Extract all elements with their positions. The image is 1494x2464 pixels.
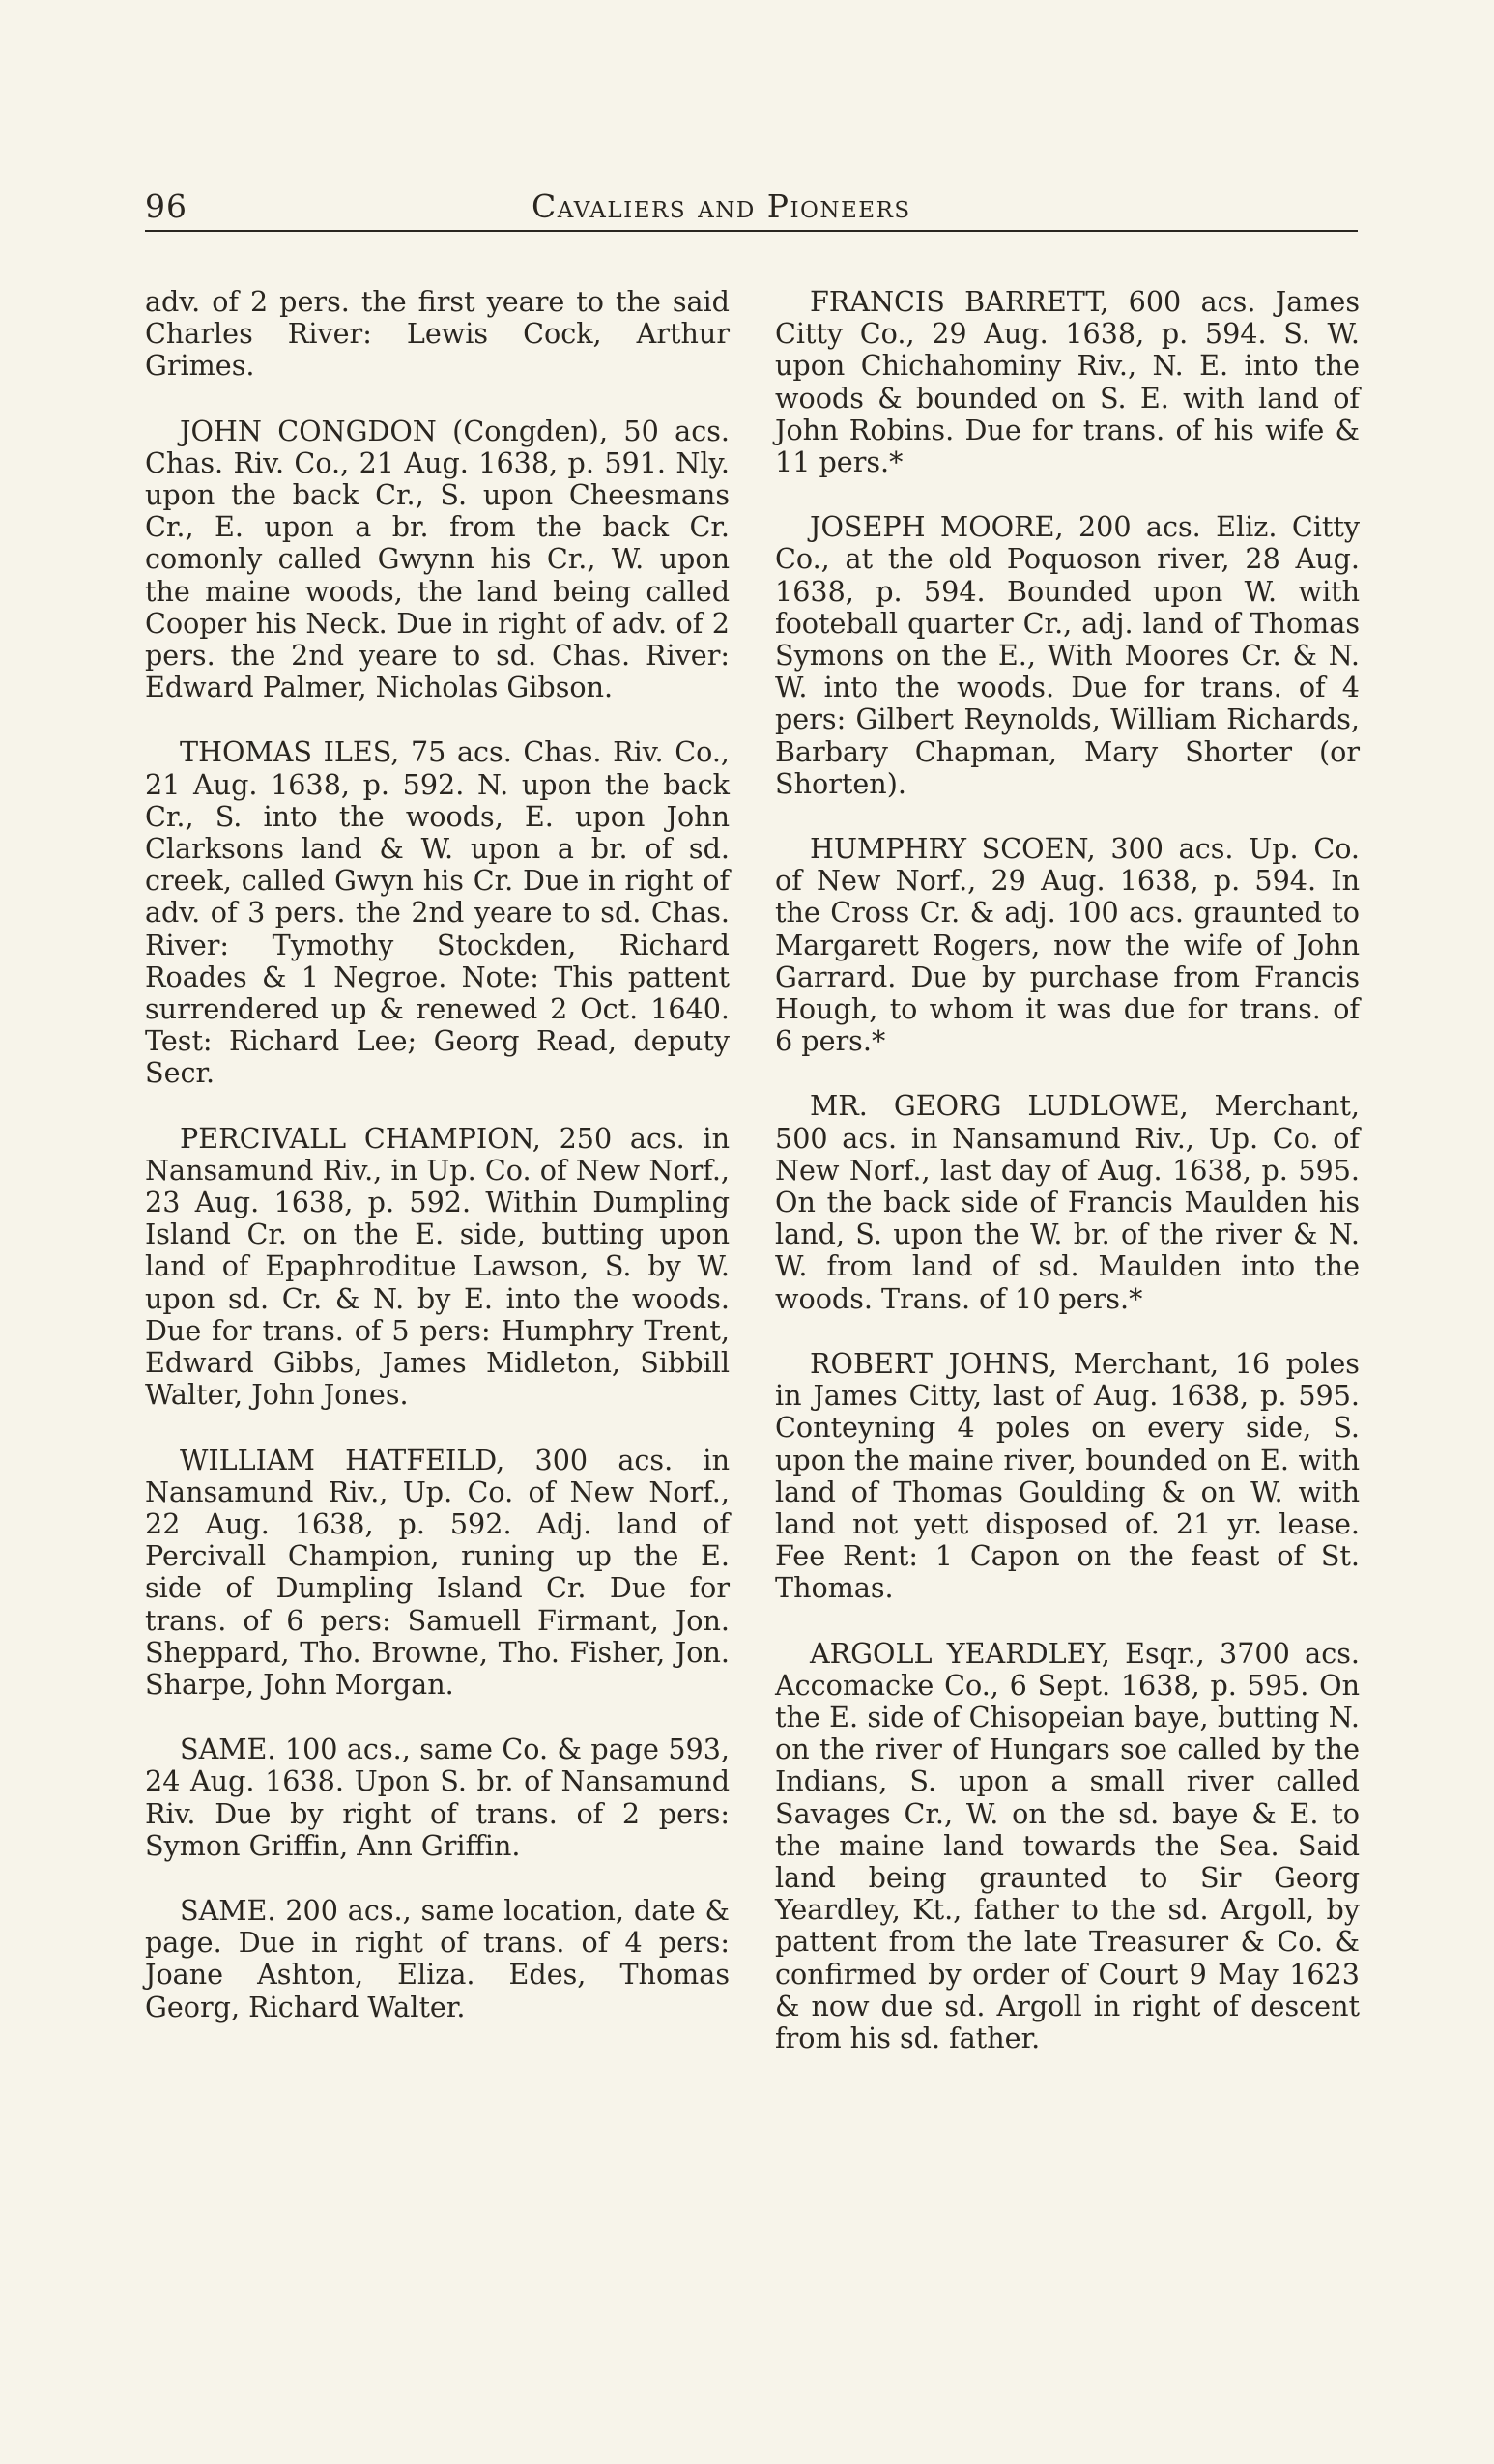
entry-continuation: adv. of 2 pers. the first yeare to the said Charles River: Lewis Cock, Arthur Grimes. (145, 285, 730, 383)
entry-same-100-acs: SAME. 100 acs., same Co. & page 593, 24 Aug. 1638. Upon S. br. of Nansamund Riv. Due by right of trans. of 2 pers: Symon Griffin, Ann Griffin. (145, 1733, 730, 1862)
entry-argoll-yeardley: ARGOLL YEARDLEY, Esqr., 3700 acs. Accomacke Co., 6 Sept. 1638, p. 595. On the E. side of Chisopeian baye, butting N. on the river of Hungars soe called by the Indians, S. upon a small river called Savages Cr., W. on the sd. baye & E. to the maine land towards the Sea. Said land being graunted to Sir Georg Yeardley, Kt., father to the sd. Argoll, by pattent from the late Treasurer & Co. & confirmed by order of Court 9 May 1623 & now due sd. Argoll in right of descent from his sd. father. (775, 1636, 1360, 2054)
entry-humphry-scoen: HUMPHRY SCOEN, 300 acs. Up. Co. of New Norf., 29 Aug. 1638, p. 594. In the Cross Cr. & adj. 100 acs. graunted to Margarett Rogers, now the wife of John Garrard. Due by purchase from Francis Hough, to whom it was due for trans. of 6 pers.* (775, 832, 1360, 1058)
entry-joseph-moore: JOSEPH MOORE, 200 acs. Eliz. Citty Co., at the old Poquoson river, 28 Aug. 1638, p. 594. Bounded upon W. with footeball quarter Cr., adj. land of Thomas Symons on the E., With Moores Cr. & N. W. into the woods. Due for trans. of 4 pers: Gilbert Reynolds, William Richards, Barbary Chapman, Mary Shorter (or Shorten). (775, 510, 1360, 800)
header-rule (145, 230, 1358, 232)
entry-thomas-iles: THOMAS ILES, 75 acs. Chas. Riv. Co., 21 Aug. 1638, p. 592. N. upon the back Cr., S. into the woods, E. upon John Clarksons land & W. upon a br. of sd. creek, called Gwyn his Cr. Due in right of adv. of 3 pers. the 2nd yeare to sd. Chas. River: Tymothy Stockden, Richard Roades & 1 Negroe. Note: This pattent surrendered up & renewed 2 Oct. 1640. Test: Richard Lee; Georg Read, deputy Secr. (145, 735, 730, 1090)
entry-georg-ludlowe: MR. GEORG LUDLOWE, Merchant, 500 acs. in Nansamund Riv., Up. Co. of New Norf., last day of Aug. 1638, p. 595. On the back side of Francis Maulden his land, S. upon the W. br. of the river & N. W. from land of sd. Maulden into the woods. Trans. of 10 pers.* (775, 1089, 1360, 1315)
entry-robert-johns: ROBERT JOHNS, Merchant, 16 poles in James Citty, last of Aug. 1638, p. 595. Conteyning 4 poles on every side, S. upon the maine river, bounded on E. with land of Thomas Goulding & on W. with land not yett disposed of. 21 yr. lease. Fee Rent: 1 Capon on the feast of St. Thomas. (775, 1346, 1360, 1605)
left-column (145, 286, 730, 2056)
entry-william-hatfeild: WILLIAM HATFEILD, 300 acs. in Nansamund Riv., Up. Co. of New Norf., 22 Aug. 1638, p. 592. Adj. land of Percivall Champion, runing up the E. side of Dumpling Island Cr. Due for trans. of 6 pers: Samuell Firmant, Jon. Sheppard, Tho. Browne, Tho. Fisher, Jon. Sharpe, John Morgan. (145, 1443, 730, 1701)
page-header (145, 182, 1358, 232)
entry-percivall-champion: PERCIVALL CHAMPION, 250 acs. in Nansamund Riv., in Up. Co. of New Norf., 23 Aug. 1638, p. 592. Within Dumpling Island Cr. on the E. side, butting upon land of Epaphroditue Lawson, S. by W. upon sd. Cr. & N. by E. into the woods. Due for trans. of 5 pers: Humphry Trent, Edward Gibbs, James Midleton, Sibbill Walter, John Jones. (145, 1121, 730, 1412)
entry-john-congdon: JOHN CONGDON (Congden), 50 acs. Chas. Riv. Co., 21 Aug. 1638, p. 591. Nly. upon the back Cr., S. upon Cheesmans Cr., E. upon a br. from the back Cr. comonly called Gwynn his Cr., W. upon the maine woods, the land being called Cooper his Neck. Due in right of adv. of 2 pers. the 2nd yeare to sd. Chas. River: Edward Palmer, Nicholas Gibson. (145, 414, 730, 704)
entry-same-200-acs: SAME. 200 acs., same location, date & page. Due in right of trans. of 4 pers: Joane Ashton, Eliza. Edes, Thomas Georg, Richard Walter. (145, 1893, 730, 2023)
running-head: Cavaliers and Pioneers (532, 187, 911, 225)
entry-francis-barrett: FRANCIS BARRETT, 600 acs. James Citty Co., 29 Aug. 1638, p. 594. S. W. upon Chichahominy Riv., N. E. into the woods & bounded on S. E. with land of John Robins. Due for trans. of his wife & 11 pers.* (775, 285, 1360, 479)
page-number: 96 (145, 187, 187, 225)
right-column (775, 286, 1360, 2087)
